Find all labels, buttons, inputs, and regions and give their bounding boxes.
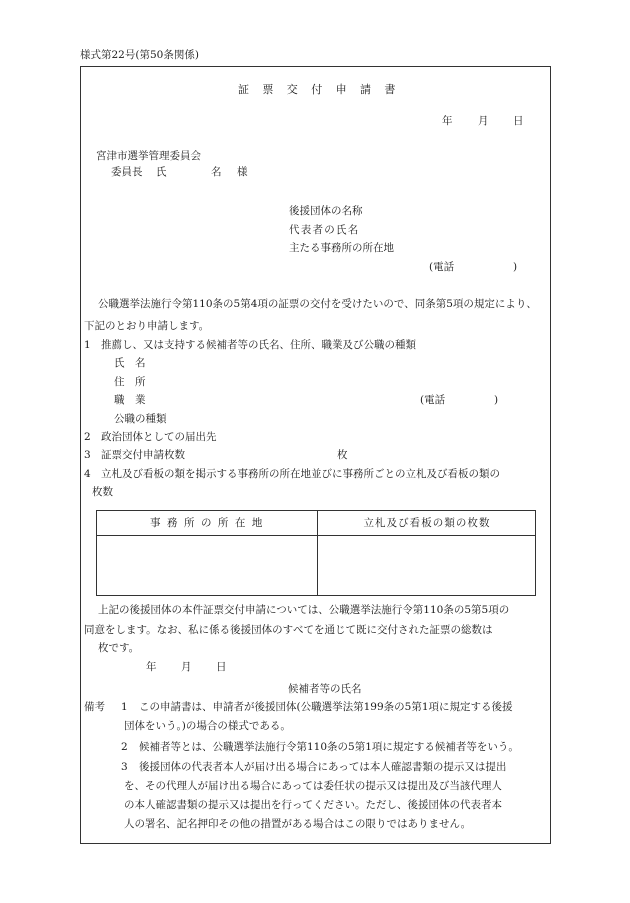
candidate-occupation-label: 職 業 [114,394,146,406]
note-3-line3: の本人確認書類の提示又は提出を行ってください。ただし、後援団体の代表者本 [124,799,502,811]
consent-line-3: 枚です。 [98,642,140,654]
office-type-label: 公職の種類 [114,413,167,425]
candidate-name-signature-label: 候補者等の氏名 [288,683,362,695]
chair-sama: 様 [237,166,248,178]
form-title: 証 票 交 付 申 請 書 [238,83,401,96]
item-4-text-line1: 立札及び看板の類を掲示する事務所の所在地並びに事務所ごとの立札及び看板の類の [101,468,500,480]
item-4-text-line2: 枚数 [92,486,113,498]
chair-shi: 氏 [156,166,167,178]
table-header-signboard-count: 立札及び看板の類の枚数 [363,517,491,529]
office-signboard-table [96,510,536,596]
note-1-line2: 団体をいう。)の場合の様式である。 [124,720,291,732]
consent-date-year: 年 [146,661,157,673]
table-cell-office-address[interactable] [97,536,316,596]
consent-line-2: 同意をします。なお、私に係る後援団体のすべてを通じて既に交付された証票の総数は [84,624,493,636]
chair-title: 委員長 [111,166,143,178]
date-year: 年 [442,115,453,127]
item-4-number: 4 [84,468,91,480]
item-3-unit: 枚 [337,449,348,461]
chair-mei: 名 [211,166,222,178]
item-3-number: 3 [84,449,91,461]
table-header-office-address: 事 務 所 の 所 在 地 [149,517,264,529]
office-address-label: 主たる事務所の所在地 [289,242,394,254]
item-3-text: 証票交付申請枚数 [101,449,185,461]
consent-date-day: 日 [216,661,227,673]
note-1-line1: この申請書は、申請者が後援団体(公職選挙法第199条の5第1項に規定する後援 [139,701,513,713]
note-3-number: 3 [121,761,128,773]
note-2-text: 候補者等とは、公職選挙法施行令第110条の5第1項に規定する候補者等をいう。 [139,741,519,753]
candidate-phone-open: (電話 [420,394,446,406]
group-name-label: 後援団体の名称 [289,205,363,217]
item-1-number: 1 [84,339,91,351]
item-1-text: 推薦し、又は支持する候補者等の氏名、住所、職業及び公職の種類 [101,339,416,351]
candidate-phone-close: ) [494,394,499,406]
note-3-line2: を、その代理人が届け出る場合にあっては委任状の提示又は提出及び当該代理人 [124,780,502,792]
note-1-number: 1 [121,701,128,713]
note-3-line1: 後援団体の代表者本人が届け出る場合にあっては本人確認書類の提示又は提出 [139,761,507,773]
date-day: 日 [513,115,524,127]
committee-name: 宮津市選挙管理委員会 [96,150,201,162]
table-cell-signboard-count[interactable] [318,536,536,596]
item-2-text: 政治団体としての届出先 [101,431,217,443]
consent-line-1: 上記の後援団体の本件証票交付申請については、公職選挙法施行令第110条の5第5項の [98,604,510,616]
form-number: 様式第22号(第50条関係) [80,49,199,61]
date-month: 月 [478,115,489,127]
notes-label: 備考 [84,701,105,713]
note-2-number: 2 [121,741,128,753]
representative-label: 代表者の氏名 [289,224,360,236]
applicant-phone-open: (電話 [429,261,455,273]
candidate-address-label: 住 所 [114,376,146,388]
item-2-number: 2 [84,431,91,443]
candidate-name-label: 氏 名 [114,357,146,369]
consent-date-month: 月 [181,661,192,673]
applicant-phone-close: ) [513,261,518,273]
intro-paragraph: 公職選挙法施行令第110条の5第4項の証票の交付を受けたいので、同条第5項の規定により、下記のとおり申請します。 [84,298,537,332]
note-3-line4: 人の署名、記名押印その他の措置がある場合はこの限りではありません。 [124,818,472,830]
